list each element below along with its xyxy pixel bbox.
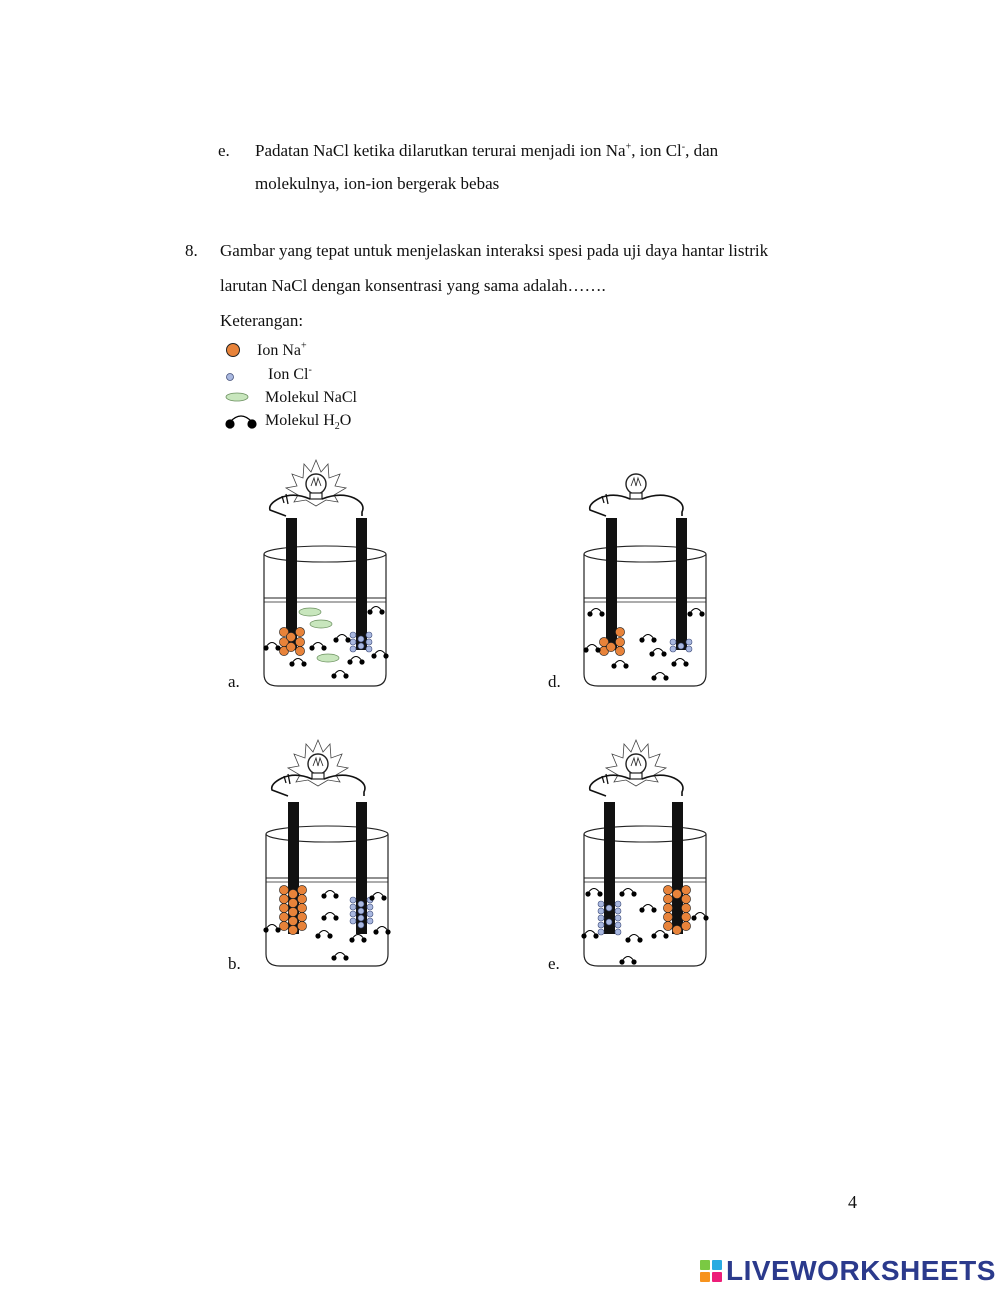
nacl-molecules [299, 608, 339, 662]
na-ions [279, 885, 306, 934]
figure-b-apparatus [260, 738, 396, 970]
liveworksheets-logo[interactable] [700, 1254, 996, 1288]
question-number: 8. [185, 241, 198, 260]
light-bulb-icon [626, 754, 646, 779]
option-e-text-line1 [255, 140, 718, 162]
legend-nacl-label: Molekul NaCl [265, 389, 357, 406]
legend-h2o-icon [223, 412, 261, 430]
figure-e-label: e. [548, 954, 560, 973]
option-e-sup1: + [625, 141, 632, 153]
figure-d-apparatus [578, 458, 714, 690]
option-e-text-line2: molekulnya, ion-ion bergerak bebas [255, 174, 500, 193]
cl-ions [350, 897, 373, 928]
light-bulb-icon [308, 754, 328, 779]
legend-cl-label: Ion Cl- [268, 364, 312, 383]
brand-text: LIVEWORKSHEETS [726, 1255, 996, 1286]
question-text-line1: Gambar yang tepat untuk menjelaskan interaksi spesi pada uji daya hantar listrik [220, 241, 769, 260]
figure-a-label: a. [228, 672, 240, 691]
figure-d-label: d. [548, 672, 561, 691]
question-text-line2: larutan NaCl dengan konsentrasi yang sama adalah……. [220, 276, 606, 295]
page-number: 4 [848, 1192, 857, 1212]
legend-caption: Keterangan: [220, 311, 304, 330]
option-e-letter: e. [218, 141, 230, 160]
legend-cl-icon [224, 370, 238, 384]
beaker [584, 554, 706, 686]
right-electrode [676, 518, 687, 650]
light-bulb-icon [626, 474, 646, 499]
option-e-sup2: - [681, 141, 686, 153]
right-electrode [672, 802, 683, 934]
figure-e-apparatus [578, 738, 714, 970]
legend-na-label: Ion Na+ [257, 340, 307, 359]
light-bulb-icon [306, 474, 326, 499]
left-electrode [606, 518, 617, 650]
brand-mark-icon [700, 1260, 722, 1282]
figure-a-apparatus [258, 458, 394, 690]
legend-h2o-label: Molekul $H_2O$ [265, 412, 352, 433]
left-electrode [604, 802, 615, 934]
option-e-part3: , dan [685, 141, 719, 160]
option-e-part1: Padatan NaCl ketika dilarutkan terurai menjadi ion Na [255, 141, 626, 160]
right-electrode [356, 518, 367, 650]
legend-nacl-icon [224, 390, 254, 404]
figure-b-label: b. [228, 954, 241, 973]
legend-na-icon [224, 342, 244, 358]
option-e-part2: , ion Cl [631, 141, 682, 160]
